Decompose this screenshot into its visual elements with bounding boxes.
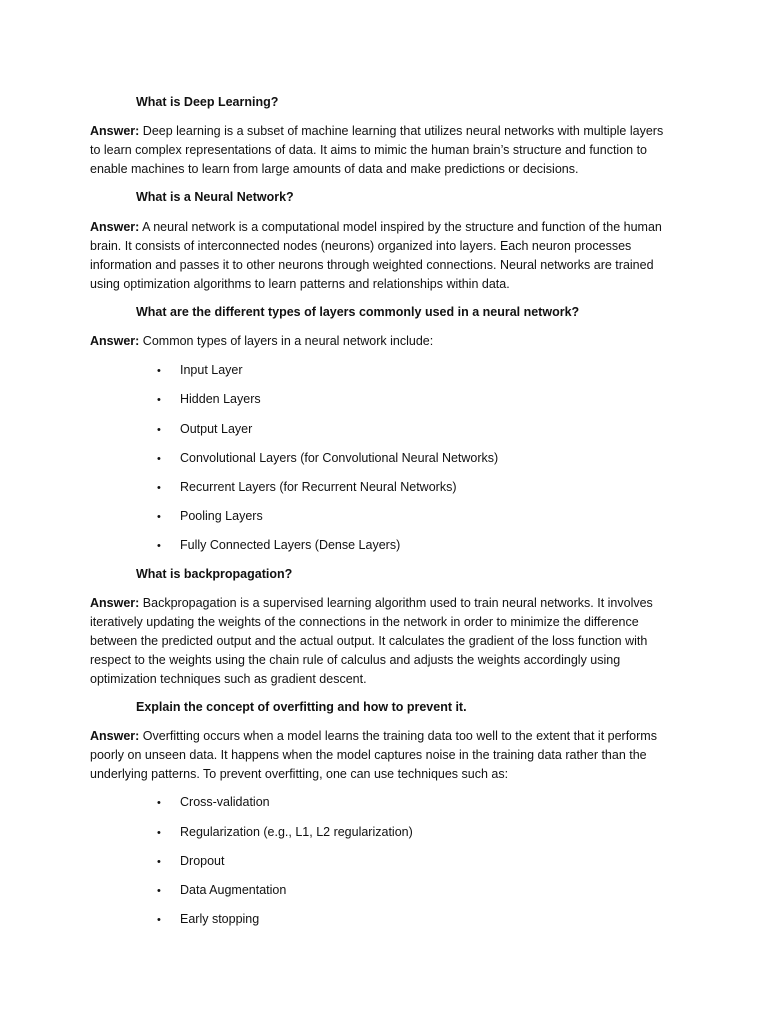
bullet-icon: • — [157, 827, 161, 839]
answer-line: underlying patterns. To prevent overfitting, one can use techniques such as: — [90, 767, 509, 781]
list-item-text: Output Layer — [180, 422, 253, 436]
answer-line: enable machines to learn from large amounts of data and make predictions or decisions. — [90, 162, 579, 176]
bullet-icon: • — [157, 540, 161, 552]
answer-text: Overfitting occurs when a model learns the training data too well to the extent that it performs — [139, 729, 657, 743]
bullet-icon: • — [157, 797, 161, 809]
list-item — [157, 536, 400, 556]
list-item — [157, 910, 259, 930]
list-item — [157, 881, 286, 901]
list-item — [157, 420, 252, 440]
list-item-text: Regularization (e.g., L1, L2 regularization) — [180, 825, 413, 839]
list-item — [157, 793, 270, 813]
answer-line — [90, 727, 690, 746]
list-item-text: Early stopping — [180, 912, 260, 926]
list-item-text: Convolutional Layers (for Convolutional Neural Networks) — [180, 451, 499, 465]
answer-line: information and passes it to other neurons through weighted connections. Neural networks are trained — [90, 258, 654, 272]
answer-line: using optimization algorithms to learn patterns and relationships within data. — [90, 277, 510, 291]
answer-line: between the predicted output and the actual output. It calculates the gradient of the loss function with — [90, 634, 648, 648]
question-layer-types: What are the different types of layers commonly used in a neural network? — [136, 305, 580, 319]
answer-text: Deep learning is a subset of machine learning that utilizes neural networks with multiple layers — [139, 124, 664, 138]
question-neural-network: What is a Neural Network? — [136, 190, 294, 204]
question-deep-learning: What is Deep Learning? — [136, 95, 279, 109]
answer-line: optimization techniques such as gradient descent. — [90, 672, 367, 686]
list-item — [157, 507, 263, 527]
answer-label: Answer: — [90, 596, 140, 610]
answer-overfitting — [90, 727, 690, 784]
answer-line — [90, 218, 690, 237]
answer-label: Answer: — [90, 729, 140, 743]
answer-line — [90, 122, 690, 141]
answer-label: Answer: — [90, 334, 140, 348]
list-item — [157, 478, 456, 498]
list-item — [157, 852, 224, 872]
list-item — [157, 390, 261, 410]
list-item-text: Cross-validation — [180, 795, 270, 809]
answer-label: Answer: — [90, 220, 140, 234]
list-item — [157, 361, 243, 381]
bullet-icon: • — [157, 365, 161, 377]
list-item-text: Hidden Layers — [180, 392, 261, 406]
bullet-icon: • — [157, 394, 161, 406]
bullet-icon: • — [157, 885, 161, 897]
answer-line: poorly on unseen data. It happens when the model captures noise in the training data rather than the — [90, 748, 647, 762]
answer-line — [90, 332, 690, 351]
answer-neural-network — [90, 218, 690, 294]
bullet-icon: • — [157, 424, 161, 436]
answer-line: to learn complex representations of data. It aims to mimic the human brain’s structure and function to — [90, 143, 647, 157]
bullet-icon: • — [157, 856, 161, 868]
answer-layer-types — [90, 332, 690, 351]
answer-text: A neural network is a computational model inspired by the structure and function of the human — [139, 220, 662, 234]
answer-text: Backpropagation is a supervised learning algorithm used to train neural networks. It involves — [139, 596, 653, 610]
list-item-text: Fully Connected Layers (Dense Layers) — [180, 538, 401, 552]
bullet-icon: • — [157, 482, 161, 494]
answer-text: Common types of layers in a neural network include: — [139, 334, 434, 348]
answer-backpropagation — [90, 594, 690, 689]
answer-label: Answer: — [90, 124, 140, 138]
list-item-text: Dropout — [180, 854, 225, 868]
list-item — [157, 449, 498, 469]
answer-deep-learning — [90, 122, 690, 179]
bullet-icon: • — [157, 453, 161, 465]
answer-line: brain. It consists of interconnected nodes (neurons) organized into layers. Each neuron processes — [90, 239, 632, 253]
answer-line: iteratively updating the weights of the connections in the network in order to minimize the difference — [90, 615, 639, 629]
bullet-icon: • — [157, 914, 161, 926]
list-item-text: Input Layer — [180, 363, 243, 377]
list-item — [157, 823, 413, 843]
bullet-icon: • — [157, 511, 161, 523]
answer-line: respect to the weights using the chain rule of calculus and adjusts the weights accordingly using — [90, 653, 621, 667]
question-overfitting: Explain the concept of overfitting and how to prevent it. — [136, 700, 467, 714]
list-item-text: Recurrent Layers (for Recurrent Neural Networks) — [180, 480, 457, 494]
list-item-text: Pooling Layers — [180, 509, 263, 523]
list-item-text: Data Augmentation — [180, 883, 287, 897]
question-backpropagation: What is backpropagation? — [136, 567, 293, 581]
answer-line — [90, 594, 690, 613]
